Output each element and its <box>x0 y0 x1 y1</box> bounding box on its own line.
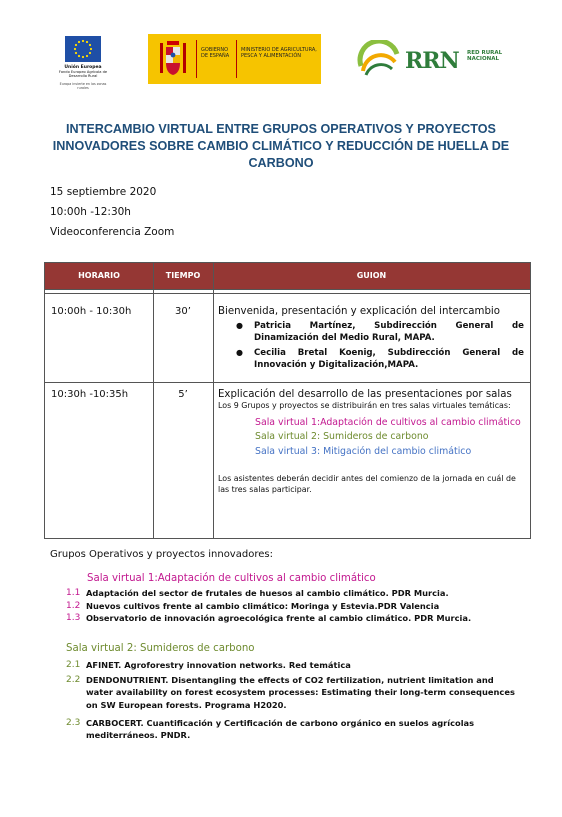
row1-tiempo: 30’ <box>175 306 191 317</box>
row2-sala3: Sala virtual 3: Mitigación del cambio climático <box>255 445 472 457</box>
row2-horario: 10:30h -10:35h <box>51 389 129 400</box>
row2-sala1: Sala virtual 1:Adaptación de cultivos al cambio climático <box>255 416 521 428</box>
logos-header <box>0 30 562 92</box>
sala2-title: Sala virtual 2: Sumideros de carbono <box>66 643 255 654</box>
eu-name: Unión Europea <box>64 65 102 70</box>
agenda-table <box>44 262 531 539</box>
event-date: 15 septiembre 2020 <box>50 186 157 198</box>
eu-logo <box>58 36 108 90</box>
item-text: Observatorio de innovación agroecológica frente al cambio climático. PDR Murcia. <box>86 613 472 623</box>
item-text: Nuevos cultivos frente al cambio climático: Moringa y Estevia.PDR Valencia <box>86 601 440 611</box>
coat-of-arms-icon <box>157 39 189 79</box>
ministerio-text: MINISTERIO DE AGRICULTURA, PESCA Y ALIMENTACIÓN <box>241 47 317 59</box>
bullet-text: Patricia Martínez, Subdirección General de Dinamización del Medio Rural, MAPA. <box>254 321 524 344</box>
list-item <box>218 320 524 345</box>
row1-horario: 10:00h - 10:30h <box>51 306 132 317</box>
row1-guion <box>218 306 524 372</box>
rrn-logo <box>357 38 507 82</box>
item-number: 1.1 <box>66 588 81 598</box>
row2-sala2: Sala virtual 2: Sumideros de carbono <box>255 431 429 443</box>
list-item <box>66 600 522 612</box>
event-place: Videoconferencia Zoom <box>50 226 175 238</box>
item-number: 1.2 <box>66 601 81 611</box>
sala1-title: Sala virtual 1:Adaptación de cultivos al cambio climático <box>87 573 376 584</box>
eu-flag-icon <box>65 36 101 62</box>
item-text: CARBOCERT. Cuantificación y Certificación de carbono orgánico en suelos agrícolas mediterráneos. PNDR. <box>86 718 475 741</box>
table-divider <box>45 293 530 294</box>
list-item <box>66 587 522 599</box>
header-tiempo: TIEMPO <box>165 271 201 280</box>
bullet-icon: ● <box>236 321 243 330</box>
rrn-subtitle: RED RURAL NACIONAL <box>467 50 503 63</box>
eu-motto: Europa invierte en las zonas rurales <box>59 81 107 90</box>
table-divider <box>45 289 530 290</box>
list-item <box>66 674 522 711</box>
groups-title: Grupos Operativos y proyectos innovadores: <box>50 549 273 560</box>
item-text: DENDONUTRIENT. Disentangling the effects of CO2 fertilization, nutrient limitation and water availability on forest ecosystem processes: Estimating their long-term consequences on SW European forests. Programa H2020. <box>86 675 515 710</box>
bullet-icon: ● <box>236 347 243 357</box>
rrn-wordmark: RRN <box>405 48 459 74</box>
item-text: AFINET. Agroforestry innovation networks. Red temática <box>86 660 351 670</box>
item-number: 1.3 <box>66 613 81 623</box>
row2-intro: Los 9 Grupos y proyectos se distribuirán en tres salas virtuales temáticas: <box>218 401 511 410</box>
item-number: 2.1 <box>66 660 81 670</box>
table-header <box>45 263 530 289</box>
rrn-leaf-icon <box>357 40 401 80</box>
item-text: Adaptación del sector de frutales de huesos al cambio climático. PDR Murcia. <box>86 588 449 598</box>
row2-tiempo: 5’ <box>178 389 188 400</box>
item-number: 2.3 <box>66 718 81 728</box>
gobierno-separator <box>196 40 197 78</box>
gobierno-text: GOBIERNO DE ESPAÑA <box>201 47 230 59</box>
table-divider <box>45 382 530 383</box>
table-divider <box>213 263 214 538</box>
event-time: 10:00h -12:30h <box>50 206 131 218</box>
item-number: 2.2 <box>66 675 81 685</box>
list-item <box>66 659 522 671</box>
row2-guion <box>218 389 524 495</box>
gobierno-logo <box>148 34 321 84</box>
bullet-text: Cecilia Bretal Koenig, Subdirección General de Innovación y Digitalización,MAPA. <box>254 347 524 371</box>
header-guion: GUION <box>356 271 387 280</box>
header-horario: HORARIO <box>78 271 120 280</box>
row1-bullets <box>218 320 524 372</box>
list-item <box>66 717 522 742</box>
table-divider <box>153 263 154 538</box>
row2-title: Explicación del desarrollo de las presentaciones por salas <box>218 389 512 400</box>
list-item <box>66 612 522 624</box>
row2-note: Los asistentes deberán decidir antes del comienzo de la jornada en cuál de las tres salas participar. <box>218 474 516 494</box>
row1-title: Bienvenida, presentación y explicación del intercambio <box>218 306 500 317</box>
list-item <box>218 347 524 372</box>
eu-fund: Fondo Europeo Agrícola de Desarrollo Rural <box>58 70 108 79</box>
ministerio-separator <box>236 40 237 78</box>
document-title: INTERCAMBIO VIRTUAL ENTRE GRUPOS OPERATIVOS Y PROYECTOS INNOVADORES SOBRE CAMBIO CLIMÁTICO Y REDUCCIÓN DE HUELLA DE CARBONO <box>52 122 510 170</box>
